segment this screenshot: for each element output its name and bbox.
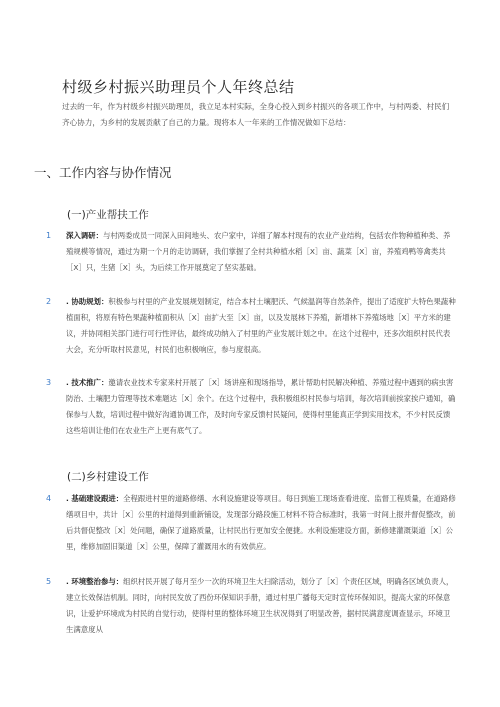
subsection-heading-construction: (二)乡村建设工作 <box>67 471 149 483</box>
list-item <box>46 491 456 555</box>
item-text: 邀请农业技术专家来村开展了［X］场讲座和现场指导，累计帮助村民解决种植、养殖过程中遇到的病虫害防治、土壤肥力管理等技术难题达［X］余个。在这个过程中，我积极组织村民参与培训，每次培训前挨家挨户通知，确保参与人数，培训过程中做好沟通协调工作，及时向专家反馈村民疑问，使得村里能真正学到实用技术，不少村民反馈这些培训让他们在农业生产上更有底气了。 <box>66 378 456 435</box>
item-body <box>66 574 456 638</box>
item-lead: . 协助规划： <box>66 297 109 306</box>
page-title: 村级乡村振兴助理员个人年终总结 <box>62 78 295 96</box>
item-number: 3 <box>46 378 52 387</box>
list-item <box>46 294 456 358</box>
item-text: 积极参与村里的产业发展规划制定，结合本村土壤肥沃、气候温润等自然条件，提出了适度扩大特色果蔬种植面积，将原有特色果蔬种植面积从［X］亩扩大至［X］亩，以及发展林下养殖，新增林下养殖场地［X］平方米的建议，并协同相关部门进行可行性评估，最终成功纳入了村里的产业发展计划之中。在这个过程中，还多次组织村民代表大会，充分听取村民意见，村民们也积极响应，参与度很高。 <box>66 297 456 354</box>
intro-paragraph: 过去的一年，作为村级乡村振兴助理员，我立足本村实际，全身心投入到乡村振兴的各项工作中，与村两委、村民们齐心协力，为乡村的发展贡献了自己的力量。现将本人一年来的工作情况做如下总结： <box>62 102 450 127</box>
item-number: 1 <box>46 231 52 240</box>
list-item <box>46 228 456 276</box>
item-body <box>66 228 456 276</box>
item-lead: . 环境整治参与： <box>66 577 124 586</box>
list-item <box>46 375 456 439</box>
item-number: 4 <box>46 494 52 503</box>
subsection-heading-industry: (一)产业帮扶工作 <box>67 209 149 221</box>
item-text: 全程跟进村里的道路修缮、水利设施建设等项目。每日到施工现场查看进度、监督工程质量，在道路修缮项目中，共计［X］公里的村道得到重新铺设，发现部分路段施工材料不符合标准时，我第一时间上报并督促整改，前后共督促整改［X］处问题，确保了道路质量，让村民出行更加安全便捷。水利设施建设方面，新修建灌溉渠道［X］公里，维修加固旧渠道［X］公里，保障了灌溉用水的有效供应。 <box>66 494 456 551</box>
item-lead: 深入调研： <box>66 231 103 240</box>
item-lead: . 基础建设跟进： <box>66 494 124 503</box>
item-body <box>66 375 456 439</box>
item-text: 与村两委成员一同深入田间地头、农户家中，详细了解本村现有的农业产业结构，包括农作物种植种类、养殖规模等情况，通过为期一个月的走访调研，我们掌握了全村共种植水稻［X］亩、蔬菜［X］亩，养殖鸡鸭等禽类共［X］只，生猪［X］头，为后续工作开展奠定了坚实基础。 <box>66 231 451 272</box>
item-lead: . 技术推广： <box>66 378 109 387</box>
list-item <box>46 574 456 638</box>
item-text: 组织村民开展了每月至少一次的环境卫生大扫除活动，划分了［X］个责任区域，明确各区域负责人，建立长效保洁机制。同时，向村民发放了西份环保知识手册，通过村里广播每天定时宣传环保知识，提高大家的环保意识，让爱护环境成为村民的自觉行动，使得村里的整体环境卫生状况得到了明显改善，据村民满意度调查显示，环境卫生满意度从 <box>66 577 454 634</box>
item-number: 5 <box>46 577 52 586</box>
item-body <box>66 491 456 555</box>
section-heading-1: 一、工作内容与协作情况 <box>34 165 172 180</box>
item-body <box>66 294 456 358</box>
item-number: 2 <box>46 297 52 306</box>
